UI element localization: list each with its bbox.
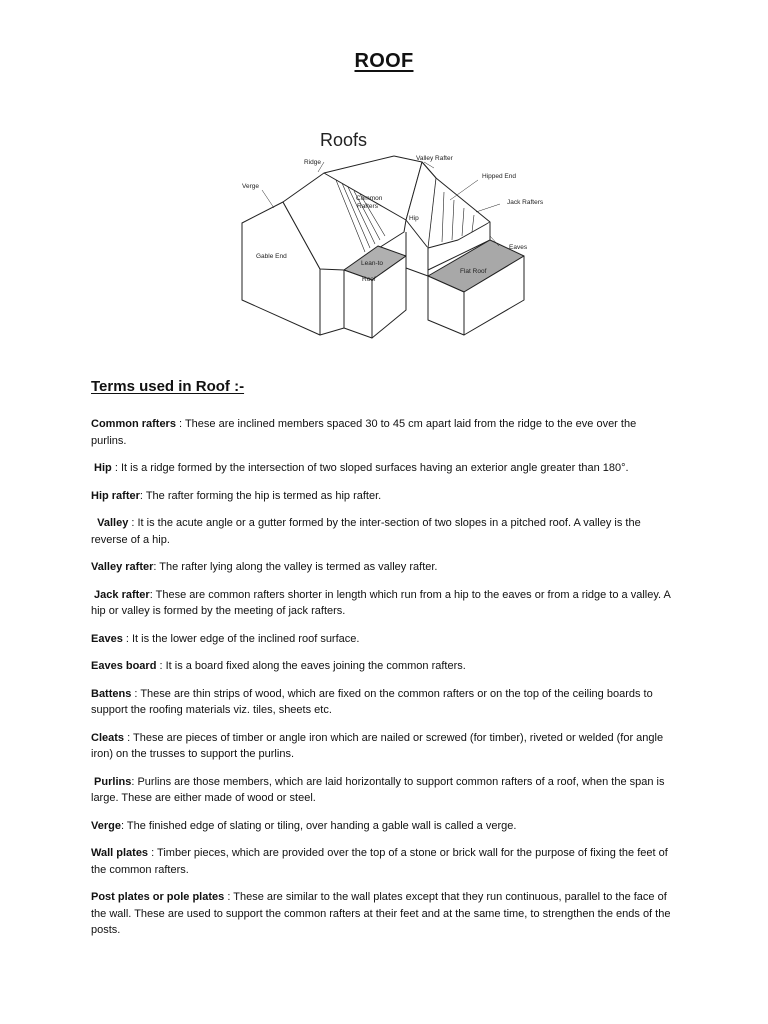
term-definition: Timber pieces, which are provided over the top of a stone or brick wall for the purpose of fixing the feet of the common rafters.: [91, 847, 668, 876]
diagram-caption: Roofs: [320, 130, 368, 150]
label-common-rafters-2: Rafters: [357, 203, 378, 210]
term-name: Post plates or pole plates: [91, 891, 225, 903]
label-hipped-end: Hipped End: [482, 173, 516, 180]
page-title: ROOF: [354, 50, 414, 72]
term-entry: [91, 658, 671, 675]
label-ridge: Ridge: [304, 159, 321, 166]
term-name: Hip: [91, 462, 112, 474]
main-side-wall: [320, 269, 344, 335]
term-name: Battens: [91, 687, 132, 700]
term-name: Cleats: [91, 731, 125, 744]
roofs-diagram-svg: [228, 120, 558, 345]
term-definition: These are pieces of timber or angle iron which are nailed or screwed (for timber), riveted or welded (for angle iron) on the trusses to support the purlins.: [91, 731, 664, 760]
term-definition: These are common rafters shorter in length which run from a hip to the eaves or from a ridge to a valley. A hip or valley is formed by the meeting of jack rafters.: [91, 588, 671, 617]
label-jack-rafters: Jack Rafters: [507, 199, 544, 206]
term-separator: :: [175, 418, 185, 430]
term-separator: :: [148, 847, 158, 859]
term-entry: [91, 774, 671, 807]
term-definition: These are inclined members spaced 30 to 45 cm apart laid from the ridge to the eve over the purlins.: [91, 418, 637, 447]
term-definition: It is the acute angle or a gutter formed by the inter-section of two slopes in a pitched roof. A valley is the reverse of a hip.: [91, 517, 641, 546]
term-separator: :: [131, 775, 138, 788]
term-name: Wall plates: [91, 847, 149, 859]
label-flat-roof: Flat Roof: [460, 268, 487, 275]
term-entry: [91, 488, 671, 505]
term-name: Eaves: [91, 632, 123, 645]
term-separator: :: [122, 632, 132, 645]
term-entry: [91, 559, 671, 576]
term-definition: The rafter forming the hip is termed as hip rafter.: [145, 489, 382, 502]
term-entry: [91, 730, 671, 763]
term-name: Verge: [91, 819, 121, 832]
label-gable-end: Gable End: [256, 253, 287, 260]
label-eaves: Eaves: [509, 244, 528, 251]
term-name: Purlins: [91, 775, 132, 788]
term-definition: These are thin strips of wood, which are fixed on the common rafters or on the top of the ceiling boards to support the roofing materials viz. tiles, sheets etc.: [91, 687, 653, 716]
term-separator: :: [224, 891, 234, 903]
term-name: Hip rafter: [91, 489, 140, 502]
term-entry: [91, 818, 671, 835]
label-common-rafters-1: Common: [356, 195, 383, 202]
term-entry: [91, 631, 671, 648]
label-lean-to-1: Lean-to: [361, 260, 384, 267]
term-separator: :: [124, 731, 134, 744]
term-definition: The finished edge of slating or tiling, over handing a gable wall is called a verge.: [126, 819, 517, 832]
term-entry: [91, 889, 671, 939]
terms-list: [91, 416, 671, 950]
term-name: Common rafters: [91, 418, 176, 430]
term-name: Jack rafter: [91, 588, 150, 601]
roofs-diagram: [228, 120, 558, 345]
term-separator: :: [153, 561, 160, 573]
term-name: Eaves board: [91, 660, 157, 672]
term-separator: :: [139, 489, 146, 502]
label-valley-rafter: Valley Rafter: [416, 155, 453, 162]
term-separator: :: [120, 819, 127, 832]
section-heading: Terms used in Roof :-: [91, 378, 245, 395]
term-separator: :: [128, 517, 138, 529]
label-verge: Verge: [242, 183, 259, 190]
term-entry: [91, 587, 671, 620]
term-name: Valley rafter: [91, 561, 154, 573]
term-entry: [91, 416, 671, 449]
term-separator: :: [149, 588, 156, 601]
term-definition: It is the lower edge of the inclined roof surface.: [131, 632, 360, 645]
label-hip: Hip: [409, 215, 419, 222]
term-entry: [91, 515, 671, 548]
term-definition: It is a board fixed along the eaves joining the common rafters.: [165, 660, 466, 672]
term-definition: The rafter lying along the valley is termed as valley rafter.: [159, 561, 438, 573]
term-separator: :: [156, 660, 166, 672]
label-lean-to-2: Roof: [362, 276, 376, 283]
term-separator: :: [111, 462, 121, 474]
term-entry: [91, 845, 671, 878]
term-entry: [91, 460, 671, 477]
term-entry: [91, 686, 671, 719]
term-separator: :: [131, 687, 141, 700]
term-definition: These are similar to the wall plates except that they run continuous, parallel to the face of the wall. These are used to support the common rafters at their feet and at the same time, to strengthen the ends of the posts.: [91, 891, 671, 936]
term-definition: Purlins are those members, which are laid horizontally to support common rafters of a roof, when the span is large. These are either made of wood or steel.: [91, 775, 665, 804]
term-name: Valley: [91, 517, 129, 529]
term-definition: It is a ridge formed by the intersection of two sloped surfaces having an exterior angle greater than 180°.: [120, 462, 629, 474]
